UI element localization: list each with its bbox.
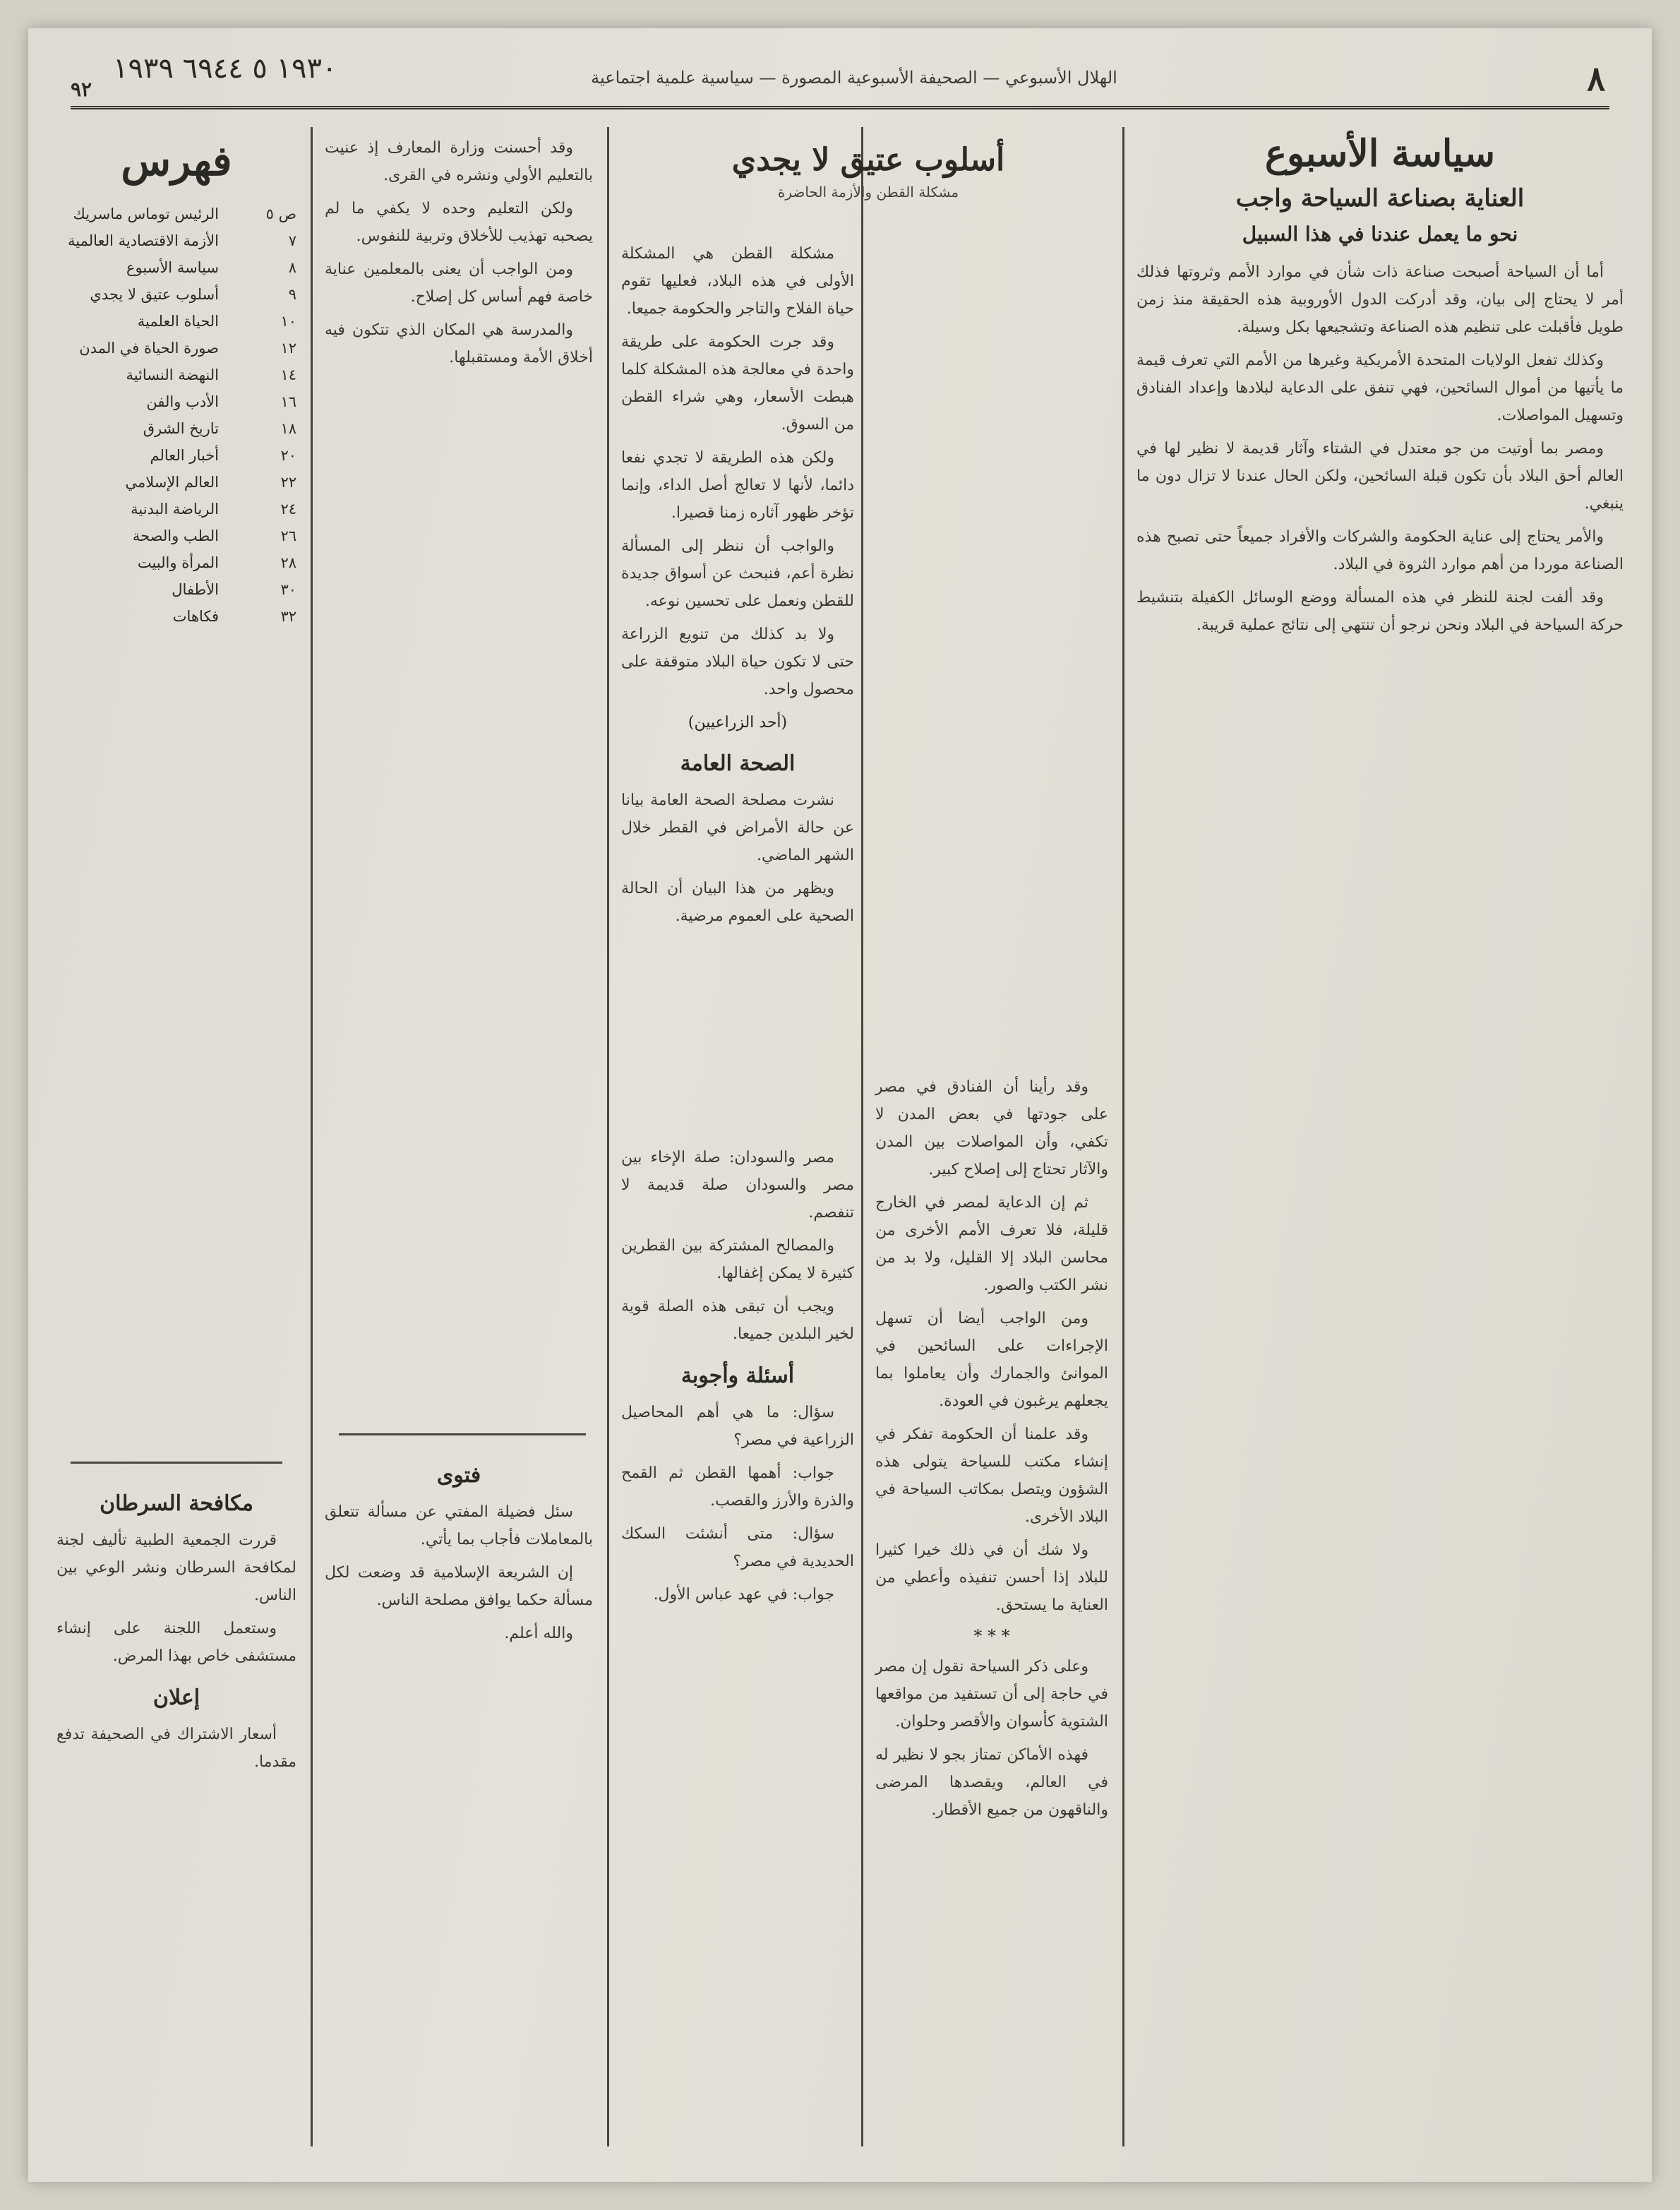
toc-label: فكاهات: [172, 608, 219, 625]
toc-row: [56, 469, 296, 496]
section-title: إعلان: [152, 1685, 200, 1710]
article-body: [875, 1653, 1108, 1824]
toc-page-number: ٣٢: [280, 608, 296, 625]
article-body: [56, 1721, 296, 1776]
paragraph: سؤال: متى أنشئت السكك الحديدية في مصر؟: [621, 1525, 854, 1570]
toc-row: [56, 227, 296, 254]
paragraph: وقد ألفت لجنة للنظر في هذه المسألة ووضع الوسائل الكفيلة بتنشيط حركة السياحة في البلاد ونحن نرجو أن تنتهي إلى نتائج عملية قريبة.: [1136, 589, 1624, 634]
toc-row: [56, 522, 296, 549]
toc-label: تاريخ الشرق: [143, 420, 219, 437]
article-old-method: [621, 134, 1115, 209]
toc-page-number: ١٠: [280, 313, 296, 330]
article-cancer: [56, 1476, 296, 1781]
paragraph: وقد علمنا أن الحكومة تفكر في إنشاء مكتب للسياحة يتولى هذه الشؤون ويتصل بمكاتب السياحة في البلاد الأخرى.: [875, 1426, 1108, 1526]
toc-page-number: ٢٢: [280, 474, 296, 491]
paragraph: وقد جرت الحكومة على طريقة واحدة في معالجة هذه المشكلة كلما هبطت الأسعار، وهي شراء القطن من السوق.: [621, 333, 854, 434]
toc-page-number: ٣٠: [280, 581, 296, 598]
toc-label: الرئيس توماس ماسريك: [73, 205, 219, 222]
article-old-method-body: [621, 240, 854, 936]
paragraph: ثم إن الدعاية لمصر في الخارج قليلة، فلا تعرف الأمم الأخرى من محاسن البلاد إلا القليل، ولا بد من نشر الكتب والصور.: [875, 1194, 1108, 1294]
section-title: الصحة العامة: [680, 751, 796, 776]
column-rule: [1122, 127, 1124, 2146]
paragraph: وقد رأينا أن الفنادق في مصر على جودتها في بعض المدن لا تكفي، وأن المواصلات بين المدن والآثار تحتاج إلى إصلاح كبير.: [875, 1078, 1108, 1178]
toc-row: [56, 362, 296, 388]
article-body: [56, 1527, 296, 1670]
toc-label: المرأة والبيت: [137, 554, 219, 571]
toc-row: [56, 308, 296, 335]
issue-date: ١٩٣٠ ٥ ٦٩٤٤ ١٩٣٩: [113, 52, 337, 85]
toc-page-number: ١٤: [280, 366, 296, 383]
toc-page-number: ٢٨: [280, 554, 296, 571]
section-title: أسئلة وأجوبة: [680, 1363, 795, 1388]
paragraph: والأمر يحتاج إلى عناية الحكومة والشركات والأفراد جميعاً حتى تصبح هذه الصناعة موردا من أهم موارد الثروة في البلاد.: [1136, 528, 1624, 573]
toc-row: [56, 335, 296, 362]
column-rule: [607, 127, 609, 2146]
article-body: [875, 1073, 1108, 1619]
toc-page-number: ص ٥: [265, 205, 296, 222]
article-body: [1136, 258, 1624, 639]
article-headline: أسلوب عتيق لا يجدي: [731, 142, 1005, 178]
toc-label: أسلوب عتيق لا يجدي: [90, 286, 219, 303]
column-rule: [311, 127, 313, 2146]
toc-row: [56, 281, 296, 308]
paragraph: مصر والسودان: صلة الإخاء بين مصر والسودان صلة قديمة لا تنفصم.: [621, 1149, 854, 1222]
paragraph: ولكن هذه الطريقة لا تجدي نفعا دائما، لأنها لا تعالج أصل الداء، وإنما تؤخر ظهور آثاره زمنا قصيرا.: [621, 449, 854, 522]
toc-list: [56, 201, 296, 630]
masthead-line: الهلال الأسبوعي — الصحيفة الأسبوعية المصورة — سياسية علمية اجتماعية: [591, 68, 1117, 88]
paragraph: ولا بد كذلك من تنويع الزراعة حتى لا تكون حياة البلاد متوقفة على محصول واحد.: [621, 626, 854, 698]
toc-page-number: ٢٤: [280, 501, 296, 518]
article-body: [621, 787, 854, 930]
toc-label: العالم الإسلامي: [125, 474, 219, 491]
toc-page-number: ٢٦: [280, 527, 296, 544]
toc-label: الحياة العلمية: [137, 313, 219, 330]
paragraph: نشرت مصلحة الصحة العامة بيانا عن حالة الأمراض في القطر خلال الشهر الماضي.: [621, 792, 854, 864]
article-subheadline: مشكلة القطن والأزمة الحاضرة: [777, 184, 959, 201]
paragraph: وستعمل اللجنة على إنشاء مستشفى خاص بهذا المرض.: [56, 1620, 296, 1665]
toc-label: النهضة النسائية: [126, 366, 219, 383]
toc-label: صورة الحياة في المدن: [79, 340, 219, 357]
paragraph: والمصالح المشتركة بين القطرين كثيرة لا يمكن إغفالها.: [621, 1237, 854, 1282]
toc-title: فهرس: [121, 137, 232, 185]
article-body: [325, 1498, 593, 1647]
paragraph: قررت الجمعية الطبية تأليف لجنة لمكافحة السرطان ونشر الوعي بين الناس.: [56, 1531, 296, 1604]
toc-row: [56, 254, 296, 281]
newspaper-page: [28, 28, 1652, 2182]
paragraph: ومصر بما أوتيت من جو معتدل في الشتاء وآثار قديمة لا نظير لها في العالم أحق البلاد بأن تكون قبلة السائحين، ولكن الحال عندنا لا تزال دون ما ينبغي.: [1136, 440, 1624, 513]
toc-label: أخبار العالم: [150, 447, 219, 464]
paragraph: سئل فضيلة المفتي عن مسألة تتعلق بالمعاملات فأجاب بما يأتي.: [325, 1503, 593, 1548]
horizontal-rule: [71, 1462, 282, 1464]
author-signature: (أحد الزراعيين): [688, 714, 788, 731]
section-title: فتوى: [436, 1463, 481, 1488]
paragraph: وعلى ذكر السياحة نقول إن مصر في حاجة إلى أن تستفيد من مواقعها الشتوية كأسوان والأقصر وحلوان.: [875, 1658, 1108, 1731]
toc-row: [56, 201, 296, 227]
toc-page-number: ٢٠: [280, 447, 296, 464]
table-of-contents: [56, 127, 296, 630]
horizontal-rule: [339, 1433, 586, 1435]
article-fatwa: [325, 1447, 593, 1653]
paragraph: أسعار الاشتراك في الصحيفة تدفع مقدما.: [56, 1726, 296, 1771]
paragraph: وقد أحسنت وزارة المعارف إذ عنيت بالتعليم الأولي ونشره في القرى.: [325, 139, 593, 184]
section-title: مكافحة السرطان: [100, 1491, 253, 1516]
article-body: [621, 240, 854, 703]
paragraph: سؤال: ما هي أهم المحاصيل الزراعية في مصر؟: [621, 1404, 854, 1449]
article-body: [325, 134, 593, 371]
section-divider: * * *: [973, 1626, 1010, 1646]
article-continued: [875, 1073, 1108, 1829]
toc-page-number: ١٨: [280, 420, 296, 437]
paragraph: والواجب أن ننظر إلى المسألة نظرة أعم، فنبحث عن أسواق جديدة للقطن ونعمل على تحسين نوعه.: [621, 537, 854, 610]
paragraph: مشكلة القطن هي المشكلة الأولى في هذه البلاد، فعليها تقوم حياة الفلاح والتاجر والحكومة جميعا.: [621, 245, 854, 318]
paragraph: إن الشريعة الإسلامية قد وضعت لكل مسألة حكما يوافق مصلحة الناس.: [325, 1564, 593, 1609]
paragraph: فهذه الأماكن تمتاز بجو لا نظير له في العالم، ويقصدها المرضى والناقهون من جميع الأقطار.: [875, 1746, 1108, 1819]
paragraph: وكذلك تفعل الولايات المتحدة الأمريكية وغيرها من الأمم التي تعرف قيمة ما يأتيها من أموال السائحين، فهي تنفق على الدعاية لبلادها وإعداد الفنادق وتسهيل المواصلات.: [1136, 352, 1624, 424]
toc-page-number: ١٦: [280, 393, 296, 410]
toc-row: [56, 549, 296, 576]
toc-page-number: ٨: [288, 259, 296, 276]
paragraph: ولا شك أن في ذلك خيرا كثيرا للبلاد إذا أحسن تنفيذه وأعطي من العناية ما يستحق.: [875, 1541, 1108, 1614]
paragraph: أما أن السياحة أصبحت صناعة ذات شأن في موارد الأمم وثروتها فذلك أمر لا يحتاج إلى بيان، وقد أدركت الدول الأوروبية هذه الحقيقة منذ زمن طويل فأقبلت على تنظيم هذه الصناعة وتشجيعها بكل وسيلة.: [1136, 263, 1624, 336]
article-education: [325, 134, 593, 377]
paragraph: ولكن التعليم وحده لا يكفي ما لم يصحبه تهذيب للأخلاق وتربية للنفوس.: [325, 200, 593, 245]
article-egypt-sudan: [621, 1144, 854, 1614]
paragraph: ومن الواجب أن يعنى بالمعلمين عناية خاصة فهم أساس كل إصلاح.: [325, 261, 593, 306]
toc-page-number: ١٢: [280, 340, 296, 357]
article-subheadline: نحو ما يعمل عندنا في هذا السبيل: [1242, 222, 1518, 246]
toc-row: [56, 576, 296, 603]
left-page-number: ٩٢: [71, 78, 92, 101]
toc-label: الأزمة الاقتصادية العالمية: [68, 232, 219, 249]
toc-page-number: ٩: [288, 286, 296, 303]
paragraph: والله أعلم.: [504, 1625, 573, 1642]
section-banner: سياسة الأسبوع: [1265, 132, 1495, 175]
paragraph: والمدرسة هي المكان الذي تتكون فيه أخلاق الأمة ومستقبلها.: [325, 321, 593, 366]
toc-row: [56, 442, 296, 469]
article-body: [621, 1399, 854, 1608]
toc-row: [56, 603, 296, 630]
toc-row: [56, 388, 296, 415]
article-politics-week: [1136, 127, 1624, 645]
toc-label: سياسة الأسبوع: [126, 259, 219, 276]
toc-row: [56, 415, 296, 442]
page-number: ٨: [1587, 59, 1605, 99]
page-header: [71, 49, 1609, 109]
toc-label: الأطفال: [172, 581, 219, 598]
toc-label: الرياضة البدنية: [131, 501, 219, 518]
toc-page-number: ٧: [288, 232, 296, 249]
article-body: [621, 1144, 854, 1348]
paragraph: ويجب أن تبقى هذه الصلة قوية لخير البلدين جميعا.: [621, 1298, 854, 1343]
paragraph: جواب: في عهد عباس الأول.: [653, 1586, 834, 1603]
paragraph: ويظهر من هذا البيان أن الحالة الصحية على العموم مرضية.: [621, 880, 854, 925]
toc-label: الطب والصحة: [132, 527, 219, 544]
paragraph: ومن الواجب أيضا أن تسهل الإجراءات على السائحين في الموانئ والجمارك وأن يعاملوا بما يجعلهم يرغبون في العودة.: [875, 1310, 1108, 1410]
column-rule: [861, 127, 863, 2146]
toc-label: الأدب والفن: [146, 393, 219, 410]
paragraph: جواب: أهمها القطن ثم القمح والذرة والأرز والقصب.: [621, 1464, 854, 1510]
toc-row: [56, 496, 296, 522]
article-headline: العناية بصناعة السياحة واجب: [1235, 184, 1525, 213]
